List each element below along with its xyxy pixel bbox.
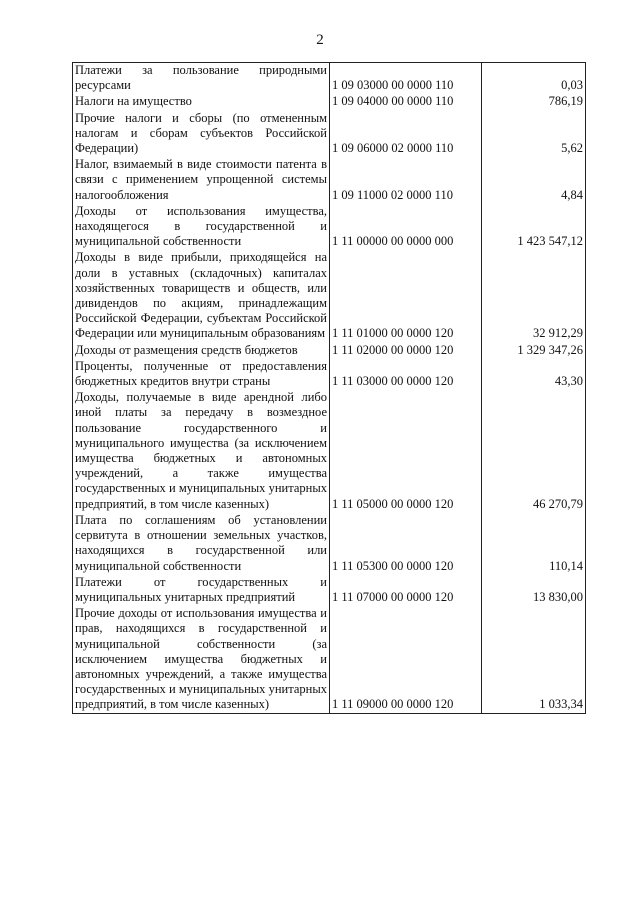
revenue-code: 1 11 01000 00 0000 120 — [330, 250, 482, 342]
table-row — [73, 63, 586, 94]
revenue-code: 1 11 05000 00 0000 120 — [330, 390, 482, 513]
revenue-name: Доходы в виде прибыли, приходящейся на доли в уставных (складочных) капиталах хозяйственных товариществ и обществ, или дивидендов по акциям, принадлежащим Российской Федерации, субъектам Российской Федерации или муниципальным образованиям — [73, 250, 330, 342]
table-row — [73, 512, 586, 574]
table-row — [73, 110, 586, 157]
revenue-code: 1 11 05300 00 0000 120 — [330, 512, 482, 574]
revenue-amount: 4,84 — [482, 157, 586, 204]
revenue-name: Налоги на имущество — [73, 94, 330, 110]
revenue-code: 1 09 11000 02 0000 110 — [330, 157, 482, 204]
table-row — [73, 157, 586, 204]
revenue-name: Платежи от государственных и муниципальных унитарных предприятий — [73, 574, 330, 605]
revenue-name: Платежи за пользование природными ресурсами — [73, 63, 330, 94]
revenue-amount: 786,19 — [482, 94, 586, 110]
revenue-code: 1 11 09000 00 0000 120 — [330, 606, 482, 713]
table-row — [73, 606, 586, 713]
revenue-amount: 5,62 — [482, 110, 586, 157]
table-row — [73, 94, 586, 110]
revenue-amount: 1 423 547,12 — [482, 203, 586, 250]
revenue-code: 1 11 00000 00 0000 000 — [330, 203, 482, 250]
revenue-name: Доходы от использования имущества, находящегося в государственной и муниципальной собственности — [73, 203, 330, 250]
table-row — [73, 574, 586, 605]
revenue-name: Прочие налоги и сборы (по отмененным налогам и сборам субъектов Российской Федерации) — [73, 110, 330, 157]
table-row — [73, 390, 586, 513]
revenue-amount: 32 912,29 — [482, 250, 586, 342]
revenue-name: Доходы от размещения средств бюджетов — [73, 342, 330, 358]
revenue-amount: 1 329 347,26 — [482, 342, 586, 358]
revenue-code: 1 09 04000 00 0000 110 — [330, 94, 482, 110]
revenue-code: 1 11 03000 00 0000 120 — [330, 358, 482, 389]
revenue-name: Доходы, получаемые в виде арендной либо иной платы за передачу в возмездное пользование государственного и муниципального имущества (за исключением имущества бюджетных и автономных учреждений, а также имущества государственных и муниципальных унитарных предприятий, в том числе казенных) — [73, 390, 330, 513]
table-row — [73, 203, 586, 250]
table-row — [73, 342, 586, 358]
page-number: 2 — [316, 32, 324, 48]
revenue-code: 1 09 03000 00 0000 110 — [330, 63, 482, 94]
revenue-amount: 110,14 — [482, 512, 586, 574]
revenue-name: Прочие доходы от использования имущества и прав, находящихся в государственной и муниципальной собственности (за исключением имущества бюджетных и автономных учреждений, а также имущества государственных и муниципальных унитарных предприятий, в том числе казенных) — [73, 606, 330, 713]
table-row — [73, 358, 586, 389]
revenue-amount: 43,30 — [482, 358, 586, 389]
revenue-name: Налог, взимаемый в виде стоимости патента в связи с применением упрощенной системы налогообложения — [73, 157, 330, 204]
revenue-amount: 0,03 — [482, 63, 586, 94]
revenue-code: 1 11 07000 00 0000 120 — [330, 574, 482, 605]
revenue-code: 1 09 06000 02 0000 110 — [330, 110, 482, 157]
revenue-table — [72, 62, 586, 714]
revenue-amount: 13 830,00 — [482, 574, 586, 605]
revenue-name: Проценты, полученные от предоставления бюджетных кредитов внутри страны — [73, 358, 330, 389]
table-row — [73, 250, 586, 342]
revenue-code: 1 11 02000 00 0000 120 — [330, 342, 482, 358]
revenue-name: Плата по соглашениям об установлении сервитута в отношении земельных участков, находящихся в государственной или муниципальной собственности — [73, 512, 330, 574]
revenue-amount: 46 270,79 — [482, 390, 586, 513]
revenue-amount: 1 033,34 — [482, 606, 586, 713]
